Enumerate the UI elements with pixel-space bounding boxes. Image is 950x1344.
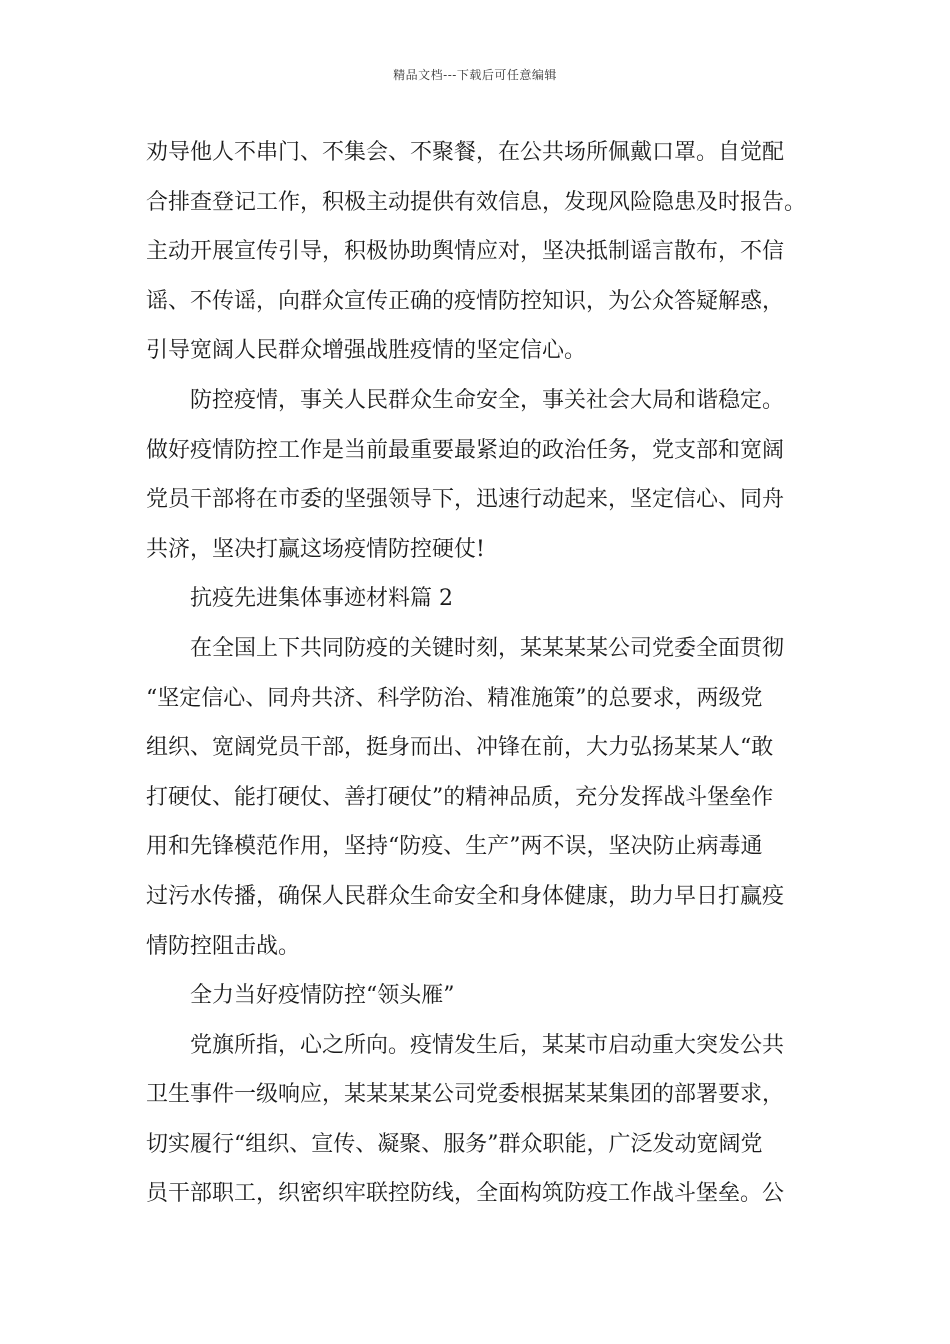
- text-line: 做好疫情防控工作是当前最重要最紧迫的政治任务，党支部和宽阔: [146, 437, 785, 463]
- text-line: 组织、宽阔党员干部，挺身而出、冲锋在前，大力弘扬某某人“敢: [146, 735, 774, 761]
- text-line: 打硬仗、能打硬仗、善打硬仗”的精神品质，充分发挥战斗堡垒作: [146, 784, 774, 810]
- text-line: 卫生事件一级响应，某某某某公司党委根据某某集团的部署要求，: [146, 1082, 785, 1108]
- text-line: 党旗所指，心之所向。疫情发生后，某某市启动重大突发公共: [190, 1032, 785, 1058]
- page-header: 精品文档---下载后可任意编辑: [393, 68, 557, 82]
- text-line: 党员干部将在市委的坚强领导下，迅速行动起来，坚定信心、同舟: [146, 487, 785, 513]
- text-line: 用和先锋模范作用，坚持“防疫、生产”两不误，坚决防止病毒通: [146, 834, 763, 860]
- text-line: 合排查登记工作，积极主动提供有效信息，发现风险隐患及时报告。: [146, 189, 807, 215]
- text-line: 切实履行“组织、宣传、凝聚、服务”群众职能，广泛发动宽阔党: [146, 1131, 763, 1157]
- text-line: 全力当好疫情防控“领头雁”: [190, 983, 455, 1009]
- text-line: 在全国上下共同防疫的关键时刻，某某某某公司党委全面贯彻: [190, 635, 785, 661]
- text-line: 过污水传播，确保人民群众生命安全和身体健康，助力早日打赢疫: [146, 883, 785, 909]
- document-body: [146, 128, 826, 1219]
- text-line: 防控疫情，事关人民群众生命安全，事关社会大局和谐稳定。: [190, 387, 785, 413]
- text-line: 员干部职工，织密织牢联控防线，全面构筑防疫工作战斗堡垒。公: [146, 1181, 785, 1207]
- text-line: 劝导他人不串门、不集会、不聚餐，在公共场所佩戴口罩。自觉配: [146, 140, 785, 165]
- text-line: 主动开展宣传引导，积极协助舆情应对，坚决抵制谣言散布，不信: [146, 239, 785, 265]
- text-line: 谣、不传谣，向群众宣传正确的疫情防控知识，为公众答疑解惑，: [146, 288, 785, 314]
- text-line: 抗疫先进集体事迹材料篇 2: [190, 586, 453, 612]
- text-line: 引导宽阔人民群众增强战胜疫情的坚定信心。: [146, 338, 587, 364]
- text-line: 共济，坚决打赢这场疫情防控硬仗!: [146, 536, 485, 562]
- text-line: “坚定信心、同舟共济、科学防治、精准施策”的总要求，两级党: [146, 685, 763, 711]
- text-line: 情防控阻击战。: [146, 933, 301, 959]
